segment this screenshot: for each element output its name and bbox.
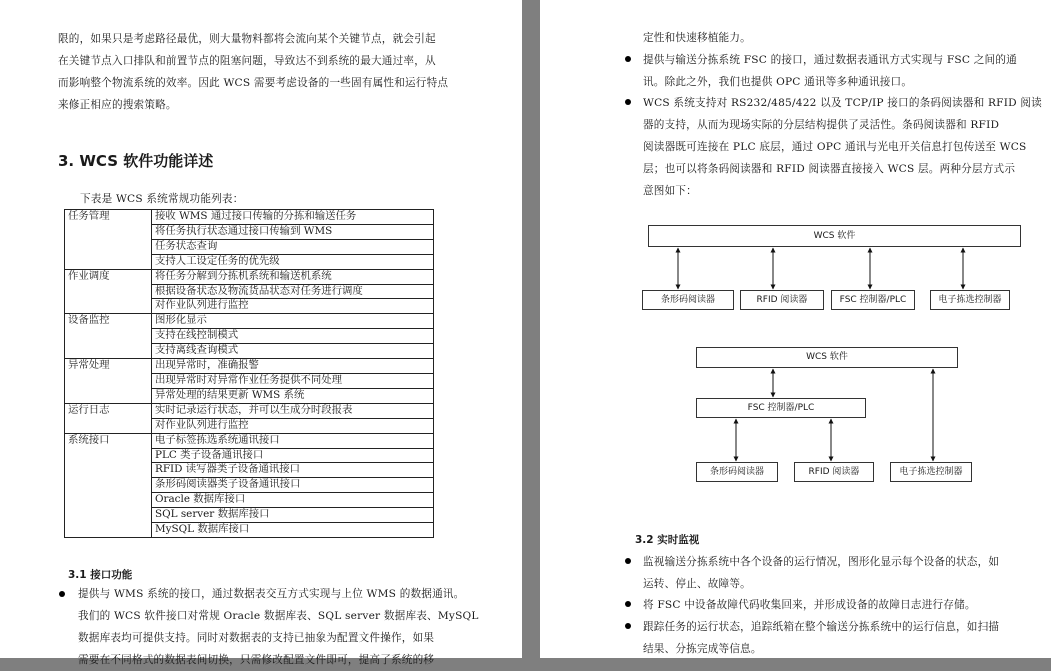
table-category-cell [65,344,152,359]
table-category-cell [65,388,152,403]
text-line: 需要在不同格式的数据表间切换，只需修改配置文件即可，提高了系统的移 [78,654,435,666]
table-function-cell: SQL server 数据库接口 [152,508,434,523]
subheading-realtime-monitor: 3.2 实时监视 [635,534,700,546]
table-row [65,478,434,493]
table-row [65,463,434,478]
bullet-dot [625,601,631,607]
table-row [65,269,434,284]
intro-paragraph [58,28,448,116]
table-function-cell: 任务状态查询 [152,239,434,254]
table-function-cell: 对作业队列进行监控 [152,299,434,314]
table-function-cell: 接收 WMS 通过接口传输的分拣和输送任务 [152,210,434,225]
table-row [65,314,434,329]
text-line: 数据库表均可提供支持。同时对数据表的支持已抽象为配置文件操作，如果 [78,632,435,644]
table-row [65,433,434,448]
table-function-cell: 异常处理的结果更新 WMS 系统 [152,388,434,403]
diagram2-fsc-box: FSC 控制器/PLC [696,398,866,418]
table-category-cell: 设备监控 [65,314,152,329]
diagram2-barcode-box: 条形码阅读器 [696,462,778,482]
document-page-right [540,0,1051,658]
table-function-cell: 对作业队列进行监控 [152,418,434,433]
table-function-cell: 图形化显示 [152,314,434,329]
interface-bullet-text [78,583,479,671]
table-category-cell: 系统接口 [65,433,152,448]
text-line: 在关键节点入口排队和前置节点的阻塞问题，导致达不到系统的最大通过率，从 [58,55,436,67]
table-row [65,299,434,314]
table-category-cell [65,523,152,538]
table-category-cell [65,239,152,254]
text-line: 限的，如果只是考虑路径最优，则大量物料都将会流向某个关键节点，就会引起 [58,33,436,45]
table-row [65,344,434,359]
table-function-cell: 出现异常时，准确报警 [152,359,434,374]
diagram1-rfid-box: RFID 阅读器 [740,290,824,310]
table-function-cell: 出现异常时对异常作业任务提供不同处理 [152,373,434,388]
table-category-cell: 作业调度 [65,269,152,284]
table-row [65,254,434,269]
text-line: 提供与 WMS 系统的接口，通过数据表交互方式实现与上位 WMS 的数据通讯。 [78,588,465,600]
table-category-cell: 运行日志 [65,403,152,418]
table-function-cell: 条形码阅读器类子设备通讯接口 [152,478,434,493]
text-line: 结果、分拣完成等信息。 [643,643,762,655]
table-category-cell [65,478,152,493]
table-row [65,373,434,388]
bullet-dot [625,558,631,564]
table-function-cell: 支持离线查询模式 [152,344,434,359]
table-row [65,418,434,433]
table-category-cell [65,373,152,388]
text-line: 将 FSC 中设备故障代码收集回来，并形成设备的故障日志进行存储。 [643,599,976,611]
table-row [65,359,434,374]
table-function-cell: MySQL 数据库接口 [152,523,434,538]
table-category-cell [65,493,152,508]
text-line: 而影响整个物流系统的效率。因此 WCS 需要考虑设备的一些固有属性和运行特点 [58,77,449,89]
table-category-cell [65,284,152,299]
table-category-cell: 任务管理 [65,210,152,225]
text-line: 讯。除此之外，我们也提供 OPC 通讯等多种通讯接口。 [643,76,913,88]
text-line: 层；也可以将条码阅读器和 RFID 阅读器直接接入 WCS 层。两种分层方式示 [643,163,1016,175]
table-row [65,224,434,239]
table-row [65,388,434,403]
table-function-cell: Oracle 数据库接口 [152,493,434,508]
table-category-cell [65,508,152,523]
document-page-left [0,0,522,666]
table-category-cell [65,463,152,478]
text-line: 来修正相应的搜索策略。 [58,99,177,111]
table-row [65,210,434,225]
table-function-cell: 支持在线控制模式 [152,329,434,344]
table-row [65,284,434,299]
table-row [65,448,434,463]
text-line: 跟踪任务的运行状态，追踪纸箱在整个输送分拣系统中的运行信息，如扫描 [643,621,1000,633]
bullet-dot [625,623,631,629]
continued-line: 定性和快速移植能力。 [643,32,751,44]
table-category-cell [65,299,152,314]
table-row [65,403,434,418]
table-row [65,239,434,254]
text-line: 运转、停止、故障等。 [643,578,751,590]
table-function-cell: 支持人工设定任务的优先级 [152,254,434,269]
section-heading: 3. WCS 软件功能详述 [58,152,214,170]
text-line: 器的支持，从而为现场实际的分层结构提供了灵活性。条码阅读器和 RFID [643,119,1000,131]
bullet-dot [59,591,65,597]
table-category-cell [65,224,152,239]
table-function-cell: PLC 类子设备通讯接口 [152,448,434,463]
table-category-cell: 异常处理 [65,359,152,374]
table-function-cell: RFID 读写器类子设备通讯接口 [152,463,434,478]
text-line: 监视输送分拣系统中各个设备的运行情况，图形化显示每个设备的状态，如 [643,556,1000,568]
text-line: WCS 系统支持对 RS232/485/422 以及 TCP/IP 接口的条码阅读器和 RFID 阅读 [643,97,1042,109]
table-category-cell [65,329,152,344]
table-function-cell: 将任务执行状态通过接口传输到 WMS [152,224,434,239]
table-function-cell: 实时记录运行状态，并可以生成分时段报表 [152,403,434,418]
text-line: 意图如下： [643,185,697,197]
table-row [65,493,434,508]
diagram2-wcs-box: WCS 软件 [696,347,958,368]
fault-log-bullet [643,594,976,616]
diagram1-picking-box: 电子拣选控制器 [930,290,1010,310]
table-category-cell [65,254,152,269]
diagram2-rfid-box: RFID 阅读器 [794,462,874,482]
table-row [65,329,434,344]
diagram2-picking-box: 电子拣选控制器 [890,462,972,482]
monitor-bullet [643,551,999,595]
table-row [65,508,434,523]
tracking-bullet [643,616,999,660]
table-category-cell [65,418,152,433]
table-function-cell: 电子标签拣选系统通讯接口 [152,433,434,448]
table-row [65,523,434,538]
diagram1-wcs-box: WCS 软件 [648,225,1021,247]
table-function-cell: 将任务分解到分拣机系统和输送机系统 [152,269,434,284]
diagram1-fsc-box: FSC 控制器/PLC [831,290,915,310]
table-category-cell [65,448,152,463]
table-intro: 下表是 WCS 系统常规功能列表： [80,193,244,205]
function-table [64,209,434,538]
text-line: 阅读器既可连接在 PLC 底层，通过 OPC 通讯与光电开关信息打包传送至 WCS [643,141,1027,153]
text-line: 提供与输送分拣系统 FSC 的接口，通过数据表通讯方式实现与 FSC 之间的通 [643,54,1017,66]
table-function-cell: 根据设备状态及物流货品状态对任务进行调度 [152,284,434,299]
text-line: 我们的 WCS 软件接口对常规 Oracle 数据库表、SQL server 数据库表、MySQL [78,610,479,622]
subheading-interface: 3.1 接口功能 [68,569,133,581]
diagram1-barcode-box: 条形码阅读器 [642,290,734,310]
